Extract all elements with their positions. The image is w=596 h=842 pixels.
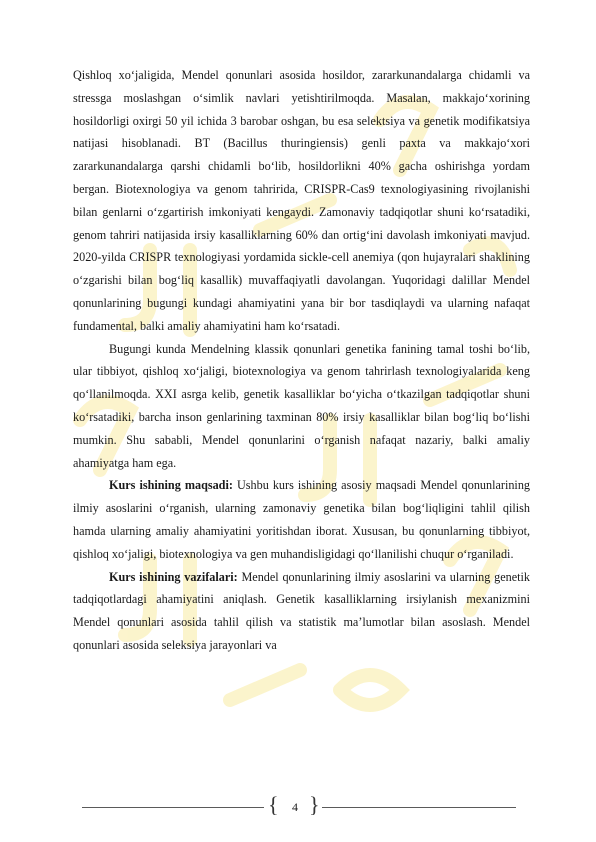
document-body	[73, 64, 530, 657]
footer-rule-right	[322, 807, 516, 808]
paragraph-2-text: Bugungi kunda Mendelning klassik qonunlari genetika fanining tamal toshi bo‘lib, ular tibbiyot, qishloq xo‘jaligi, biotexnologiya va genom tahrirlash texnologiyalarida keng qo‘llanilmoqda. XXI asrga kelib, genetik kasalliklar bo‘yicha o‘tkazilgan tadqiqotlar shuni ko‘rsatadiki, barcha inson genlarining taxminan 80% irsiy kasalliklar bilan bog‘liq bo‘lishi mumkin. Shu sababli, Mendel qonunlarini o‘rganish nafaqat nazariy, balki amaliy ahamiyatga ham ega.	[73, 341, 530, 470]
page-footer	[82, 792, 516, 818]
course-tasks-heading: Kurs ishining vazifalari:	[109, 569, 238, 584]
page-number: 4	[292, 800, 298, 814]
footer-right-bracket: }	[309, 792, 320, 817]
paragraph-2	[73, 338, 530, 475]
footer-rule-left	[82, 807, 264, 808]
paragraph-1	[73, 64, 530, 338]
paragraph-1-text: Qishloq xo‘jaligida, Mendel qonunlari asosida hosildor, zararkunandalarga chidamli va stressga moslashgan o‘simlik navlari yetishtirilmoqda. Masalan, makkajo‘xorining hosildorligi oxirgi 50 yil ichida 3 barobar oshgan, bu esa selektsiya va genetik modifikatsiya natijasi hisoblanadi. BT (Bacillus thuringiensis) genli paxta va makkajo‘xori zararkunandalarga qarshi chidamli bo‘lib, hosildorlikni 40% gacha oshirishga yordam bergan. Biotexnologiya va genom tahririda, CRISPR-Cas9 texnologiyasining rivojlanishi bilan genlarni o‘zgartirish imkoniyati kengaydi. Zamonaviy tadqiqotlar shuni ko‘rsatadiki, genom tahriri natijasida irsiy kasalliklarning 60% dan ortig‘ini davolash imkoniyati mavjud. 2020-yilda CRISPR texnologiyasi yordamida sickle-cell anemiya (qon hujayralari shaklining o‘zgarishi bilan bog‘liq kasallik) muvaffaqiyatli davolangan. Yuqoridagi dalillar Mendel qonunlarining bugungi kundagi ahamiyatini yana bir bor tasdiqlaydi va ularning nafaqat fundamental, balki amaliy ahamiyatini ham ko‘rsatadi.	[73, 68, 530, 333]
paragraph-course-tasks	[73, 566, 530, 657]
paragraph-course-goal	[73, 474, 530, 565]
course-tasks-text: Mendel qonunlarining ilmiy asoslarini va ularning genetik tadqiqotlardagi ahamiyatini aniqlash. Genetik kasalliklarning irsiylanish mexanizmini Mendel qonunlari asosida tahlil qilish va statistik ma’lumotlar bilan asoslash. Mendel qonunlari asosida seleksiya jarayonlari va	[73, 569, 530, 652]
course-goal-text: Ushbu kurs ishining asosiy maqsadi Mendel qonunlarining ilmiy asoslarini o‘rganish, ularning zamonaviy genetika bilan bog‘liqligini tahlil qilish hamda ularning amaliy ahamiyatini yoritishdan iborat. Xususan, bu qonunlarning tibbiyot, qishloq xo‘jaligi, biotexnologiya va gen muhandisligidagi qo‘llanilishi chuqur o‘rganiladi.	[73, 478, 531, 561]
course-goal-heading: Kurs ishining maqsadi:	[109, 478, 233, 493]
footer-left-bracket: {	[268, 792, 279, 817]
